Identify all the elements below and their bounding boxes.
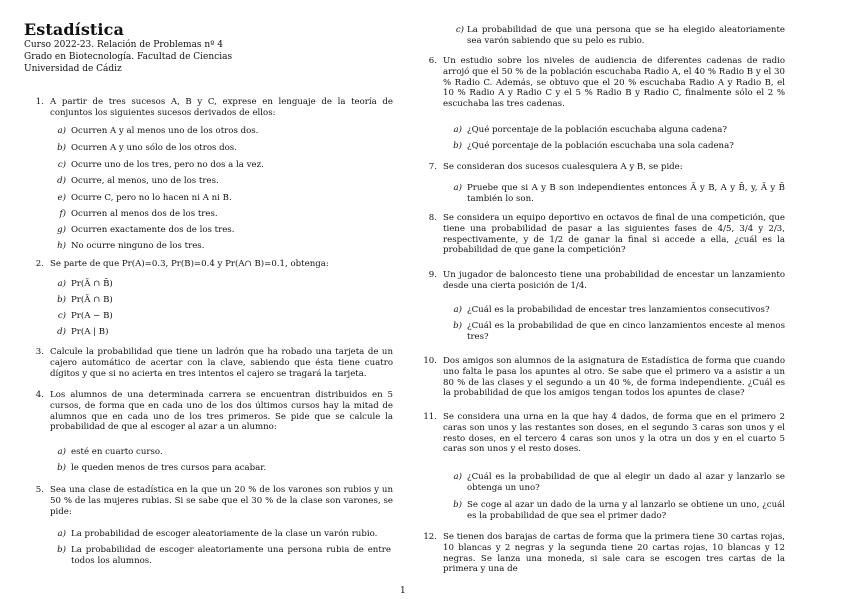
problem-12-number: 12. bbox=[423, 532, 437, 542]
problem-1h-text: No ocurre ninguno de los tres. bbox=[71, 241, 205, 251]
problem-8-text: Se considera un equipo deportivo en octavos de final de una competición, que tiene una probabilidad de pasar a las siguientes fases de 4/5, 3/4 y 2/3, respectivamente, y de 1/2 de ganar la final si accede a ella, ¿cuál es la probabilidad de que gane la competición? bbox=[443, 213, 785, 256]
problem-6b-label: b) bbox=[453, 141, 462, 151]
problem-11a-label: a) bbox=[453, 472, 462, 482]
university-line: Universidad de Cádiz bbox=[24, 64, 122, 74]
problem-8-number: 8. bbox=[428, 213, 437, 223]
problem-2d-label: d) bbox=[57, 327, 66, 337]
problem-5c-label: c) bbox=[455, 25, 464, 35]
course-line: Curso 2022-23. Relación de Problemas nº 4 bbox=[24, 40, 224, 50]
problem-6a-text: ¿Qué porcentaje de la población escuchaba alguna cadena? bbox=[467, 125, 728, 135]
problem-4-number: 4. bbox=[35, 390, 44, 400]
problem-9a-label: a) bbox=[453, 305, 462, 315]
problem-7a-label: a) bbox=[453, 183, 462, 193]
problem-1d-label: d) bbox=[57, 176, 66, 186]
problem-10-text: Dos amigos son alumnos de la asignatura de Estadística de forma que cuando uno falta le pasa los apuntes al otro. Se sabe que el primero va a asistir a un 80 % de las clases y el segundo a un 40 %, de forma independiente. ¿Cuál es la probabilidad de que los amigos tengan todos los apuntes de clase? bbox=[443, 356, 785, 399]
problem-5a-label: a) bbox=[57, 529, 66, 539]
problem-2b-label: b) bbox=[57, 295, 66, 305]
problem-10-number: 10. bbox=[423, 356, 437, 366]
problem-2a-text: Pr(Ā ∩ B̄) bbox=[71, 279, 113, 289]
problem-11a-text: ¿Cuál es la probabilidad de que al elegir un dado al azar y lanzarlo se obtenga un uno? bbox=[467, 472, 785, 493]
problem-5b-text: La probabilidad de escoger aleatoriamente una persona rubia de entre todos los alumnos. bbox=[71, 545, 391, 566]
problem-2-number: 2. bbox=[35, 259, 44, 269]
problem-1d-text: Ocurre, al menos, uno de los tres. bbox=[71, 176, 219, 186]
problem-11-number: 11. bbox=[423, 412, 437, 422]
problem-1g-text: Ocurren exactamente dos de los tres. bbox=[71, 225, 235, 235]
problem-1e-text: Ocurre C, pero no lo hacen ni A ni B. bbox=[71, 193, 232, 203]
problem-1e-label: e) bbox=[57, 193, 66, 203]
problem-11b-text: Se coge al azar un dado de la urna y al lanzarlo se obtiene un uno, ¿cuál es la probabilidad de que sea el primer dado? bbox=[467, 500, 785, 521]
problem-9-text: Un jugador de baloncesto tiene una probabilidad de encestar un lanzamiento desde una cierta posición de 1/4. bbox=[443, 270, 785, 291]
degree-line: Grado en Biotecnología. Facultad de Ciencias bbox=[24, 52, 233, 62]
problem-5b-label: b) bbox=[57, 545, 66, 555]
problem-1-number: 1. bbox=[35, 97, 44, 107]
problem-9b-label: b) bbox=[453, 321, 462, 331]
problem-1b-label: b) bbox=[57, 143, 66, 153]
problem-1c-text: Ocurre uno de los tres, pero no dos a la vez. bbox=[71, 160, 264, 170]
problem-4a-label: a) bbox=[57, 447, 66, 457]
problem-1a-label: a) bbox=[57, 126, 66, 136]
problem-2b-text: Pr(Ā ∩ B) bbox=[71, 295, 113, 305]
problem-9a-text: ¿Cuál es la probabilidad de encestar tres lanzamientos consecutivos? bbox=[467, 305, 770, 315]
problem-1b-text: Ocurren A y uno sólo de los otros dos. bbox=[71, 143, 237, 153]
problem-11-text: Se considera una urna en la que hay 4 dados, de forma que en el primero 2 caras son unos y las restantes son doses, en el segundo 3 caras son unos y el resto doses, en el tercero 4 caras son unos y la otra un dos y en el cuarto 5 caras son unos y el resto doses. bbox=[443, 412, 785, 455]
problem-11b-label: b) bbox=[453, 500, 462, 510]
problem-3-number: 3. bbox=[35, 347, 44, 357]
problem-1f-text: Ocurren al menos dos de los tres. bbox=[71, 209, 218, 219]
problem-1c-label: c) bbox=[57, 160, 66, 170]
problem-6-text: Un estudio sobre los niveles de audiencia de diferentes cadenas de radio arrojó que el 50 % de la población escuchaba Radio A, el 40 % Radio B y el 30 % Radio C. Además, se obtuvo que el 20 % escuchaba Radio A y Radio B, el 10 % Radio A y Radio C y el 5 % Radio B y Radio C, finalmente sólo el 2 % escuchaba las tres cadenas. bbox=[443, 56, 785, 110]
problem-2c-label: c) bbox=[57, 311, 66, 321]
problem-9-number: 9. bbox=[428, 270, 437, 280]
page-number: 1 bbox=[400, 586, 406, 596]
problem-6-number: 6. bbox=[428, 56, 437, 66]
problem-1-text: A partir de tres sucesos A, B y C, exprese en lenguaje de la teoría de conjuntos los siguientes sucesos derivados de ellos: bbox=[50, 97, 393, 118]
document-title: Estadística bbox=[24, 20, 124, 39]
problem-1h-label: h) bbox=[57, 241, 66, 251]
problem-9b-text: ¿Cuál es la probabilidad de que en cinco lanzamientos enceste al menos tres? bbox=[467, 321, 785, 342]
problem-4b-label: b) bbox=[57, 463, 66, 473]
problem-2d-text: Pr(A | B) bbox=[71, 327, 109, 337]
problem-2a-label: a) bbox=[57, 279, 66, 289]
problem-2-text: Se parte de que Pr(A)=0.3, Pr(B)=0.4 y Pr(A∩ B)=0.1, obtenga: bbox=[50, 259, 329, 269]
problem-4b-text: le queden menos de tres cursos para acabar. bbox=[71, 463, 267, 473]
problem-7-number: 7. bbox=[428, 162, 437, 172]
problem-7-text: Se consideran dos sucesos cualesquiera A y B, se pide: bbox=[443, 162, 683, 172]
problem-1a-text: Ocurren A y al menos uno de los otros dos. bbox=[71, 126, 259, 136]
problem-1f-label: f) bbox=[59, 209, 66, 219]
problem-4a-text: esté en cuarto curso. bbox=[71, 447, 163, 457]
problem-7a-text: Pruebe que si A y B son independientes entonces Ā y B, A y B̄, y, Ā y B̄ también lo son. bbox=[467, 183, 785, 204]
problem-5a-text: La probabilidad de escoger aleatoriamente de la clase un varón rubio. bbox=[71, 529, 378, 539]
problem-5-text: Sea una clase de estadística en la que un 20 % de los varones son rubios y un 50 % de las mujeres rubias. Si se sabe que el 30 % de la clase son varones, se pide: bbox=[50, 485, 393, 517]
problem-2c-text: Pr(A − B) bbox=[71, 311, 113, 321]
problem-1g-label: g) bbox=[57, 225, 66, 235]
problem-6a-label: a) bbox=[453, 125, 462, 135]
problem-5-number: 5. bbox=[35, 485, 44, 495]
problem-3-text: Calcule la probabilidad que tiene un ladrón que ha robado una tarjeta de un cajero automático de acertar con la clave, sabiendo que ésta tiene cuatro dígitos y que si no acierta en tres intentos el cajero se tragará la tarjeta. bbox=[50, 347, 393, 379]
problem-5c-text: La probabilidad de que una persona que se ha elegido aleatoriamente sea varón sabiendo que su pelo es rubio. bbox=[467, 25, 785, 46]
problem-6b-text: ¿Qué porcentaje de la población escuchaba una sola cadena? bbox=[467, 141, 734, 151]
problem-4-text: Los alumnos de una determinada carrera se encuentran distribuidos en 5 cursos, de forma que en cada uno de los dos últimos cursos hay la mitad de alumnos que en cada uno de los tres primeros. Se pide que se calcule la probabilidad de que al escoger al azar a un alumno: bbox=[50, 390, 393, 433]
problem-12-text: Se tienen dos barajas de cartas de forma que la primera tiene 30 cartas rojas, 10 blancas y 2 negras y la segunda tiene 20 cartas rojas, 10 blancas y 12 negras. Se lanza una moneda, si sale cara se escogen tres cartas de la primera y una de bbox=[443, 532, 785, 575]
